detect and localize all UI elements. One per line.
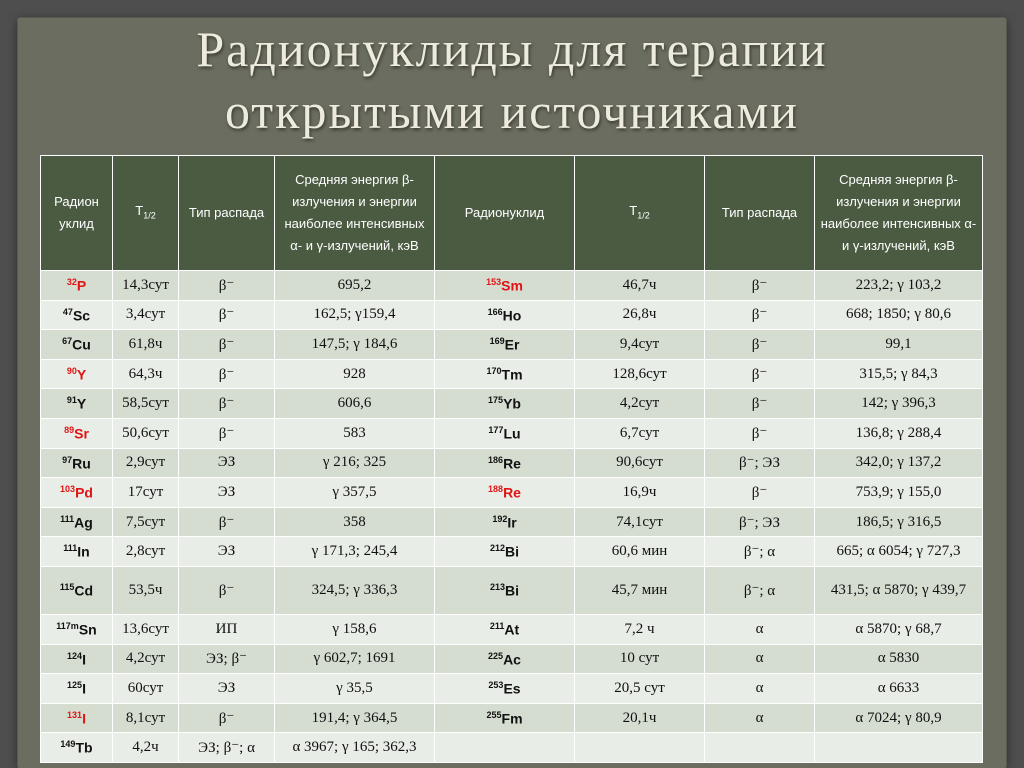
mass-number: 32 bbox=[66, 276, 77, 287]
mass-number: 97 bbox=[62, 454, 73, 465]
energy-cell-2: 668; 1850; γ 80,6 bbox=[815, 300, 983, 330]
mass-number: 131 bbox=[67, 709, 83, 720]
nuclide-cell-2 bbox=[435, 537, 575, 567]
element-symbol: Fm bbox=[501, 710, 523, 727]
mass-number: 255 bbox=[486, 709, 502, 720]
decay-type-cell-2: α bbox=[705, 614, 815, 644]
nuclide-cell bbox=[41, 271, 113, 301]
energy-cell-2: 223,2; γ 103,2 bbox=[815, 271, 983, 301]
nuclide-cell-2 bbox=[435, 389, 575, 419]
half-life-cell: 2,8сут bbox=[113, 537, 179, 567]
mass-number: 149 bbox=[60, 739, 76, 750]
header-energy: Средняя энергия β-излучения и энергии наиболее интенсивных α- и γ-излучений, кэВ bbox=[275, 156, 435, 271]
mass-number: 225 bbox=[488, 650, 504, 661]
decay-type-cell: β⁻ bbox=[179, 389, 275, 419]
mass-number: 213 bbox=[489, 582, 506, 593]
energy-cell: 147,5; γ 184,6 bbox=[275, 330, 435, 360]
energy-cell: 583 bbox=[275, 418, 435, 448]
nuclide-cell bbox=[41, 644, 113, 674]
radionuclide-table bbox=[40, 155, 983, 763]
energy-cell-2: α 5830 bbox=[815, 644, 983, 674]
half-life-cell-2: 128,6сут bbox=[575, 359, 705, 389]
element-symbol: At bbox=[504, 621, 520, 638]
element-symbol: Bi bbox=[505, 543, 520, 560]
decay-type-cell-2: β⁻ bbox=[705, 478, 815, 508]
half-life-cell: 61,8ч bbox=[113, 330, 179, 360]
table-row bbox=[41, 478, 983, 508]
element-symbol: Y bbox=[76, 396, 87, 412]
half-life-cell-2: 90,6сут bbox=[575, 448, 705, 478]
mass-number: 67 bbox=[62, 336, 73, 347]
decay-type-cell-2: β⁻ bbox=[705, 271, 815, 301]
nuclide-cell-2 bbox=[435, 478, 575, 508]
half-life-cell-2 bbox=[575, 733, 705, 763]
nuclide-cell-2 bbox=[435, 507, 575, 537]
nuclide-cell bbox=[41, 330, 113, 360]
header-decay-type-2: Тип распада bbox=[705, 156, 815, 271]
mass-number: 125 bbox=[67, 680, 83, 691]
half-life-cell-2: 60,6 мин bbox=[575, 537, 705, 567]
table-row bbox=[41, 614, 983, 644]
table-row bbox=[41, 507, 983, 537]
mass-number: 192 bbox=[492, 513, 508, 524]
mass-number: 124 bbox=[67, 650, 83, 661]
mass-number: 91 bbox=[66, 395, 77, 406]
table-row bbox=[41, 389, 983, 419]
half-life-cell-2: 74,1сут bbox=[575, 507, 705, 537]
table-row bbox=[41, 644, 983, 674]
mass-number: 253 bbox=[488, 680, 504, 691]
decay-type-cell: ЭЗ; β⁻; α bbox=[179, 733, 275, 763]
half-life-cell-2: 46,7ч bbox=[575, 271, 705, 301]
energy-cell: 162,5; γ159,4 bbox=[275, 300, 435, 330]
decay-type-cell: ИП bbox=[179, 614, 275, 644]
energy-cell: 695,2 bbox=[275, 271, 435, 301]
half-life-cell: 13,6сут bbox=[113, 614, 179, 644]
nuclide-cell bbox=[41, 478, 113, 508]
element-symbol: Bi bbox=[505, 582, 520, 599]
decay-type-cell: β⁻ bbox=[179, 271, 275, 301]
decay-type-cell: β⁻ bbox=[179, 703, 275, 733]
mass-number: 175 bbox=[488, 395, 504, 406]
decay-type-cell: ЭЗ bbox=[179, 674, 275, 704]
energy-cell: γ 158,6 bbox=[275, 614, 435, 644]
decay-type-cell: β⁻ bbox=[179, 330, 275, 360]
element-symbol: Ag bbox=[74, 514, 93, 531]
mass-number: 166 bbox=[487, 306, 503, 317]
nuclide-cell-2 bbox=[435, 271, 575, 301]
element-symbol: Sr bbox=[74, 425, 89, 442]
energy-cell-2: 665; α 6054; γ 727,3 bbox=[815, 537, 983, 567]
mass-number: 117m bbox=[56, 620, 79, 631]
mass-number: 111 bbox=[63, 543, 78, 554]
nuclide-cell-2 bbox=[435, 300, 575, 330]
nuclide-cell bbox=[41, 537, 113, 567]
mass-number: 212 bbox=[489, 543, 506, 554]
mass-number: 177 bbox=[488, 424, 504, 435]
mass-number: 103 bbox=[60, 484, 76, 495]
element-symbol: Lu bbox=[503, 425, 521, 442]
element-symbol: P bbox=[76, 277, 87, 294]
half-life-cell-2: 26,8ч bbox=[575, 300, 705, 330]
element-symbol: Pd bbox=[75, 484, 93, 501]
half-life-cell: 3,4сут bbox=[113, 300, 179, 330]
energy-cell: γ 602,7; 1691 bbox=[275, 644, 435, 674]
title-line-2: открытыми источниками bbox=[224, 83, 800, 139]
mass-number: 90 bbox=[66, 365, 77, 376]
nuclide-cell-2 bbox=[435, 330, 575, 360]
half-life-cell: 58,5сут bbox=[113, 389, 179, 419]
decay-type-cell-2: α bbox=[705, 703, 815, 733]
energy-cell-2: 142; γ 396,3 bbox=[815, 389, 983, 419]
nuclide-cell bbox=[41, 389, 113, 419]
element-symbol: Ru bbox=[72, 455, 91, 472]
element-symbol: In bbox=[77, 543, 90, 560]
element-symbol: Ac bbox=[503, 651, 521, 668]
nuclide-cell bbox=[41, 733, 113, 763]
header-decay-type: Тип распада bbox=[179, 156, 275, 271]
energy-cell-2: α 6633 bbox=[815, 674, 983, 704]
mass-number: 89 bbox=[64, 424, 75, 435]
half-life-cell: 60сут bbox=[113, 674, 179, 704]
energy-cell-2: 342,0; γ 137,2 bbox=[815, 448, 983, 478]
table-row bbox=[41, 359, 983, 389]
decay-type-cell: ЭЗ bbox=[179, 537, 275, 567]
half-life-cell-2: 16,9ч bbox=[575, 478, 705, 508]
half-life-cell-2: 45,7 мин bbox=[575, 566, 705, 614]
nuclide-cell bbox=[41, 566, 113, 614]
energy-cell-2: 99,1 bbox=[815, 330, 983, 360]
element-symbol: Tb bbox=[75, 739, 93, 756]
half-life-cell: 8,1сут bbox=[113, 703, 179, 733]
element-symbol: Er bbox=[504, 336, 520, 353]
table-row bbox=[41, 418, 983, 448]
energy-cell: 358 bbox=[275, 507, 435, 537]
mass-number: 170 bbox=[486, 365, 502, 376]
half-life-cell: 53,5ч bbox=[113, 566, 179, 614]
nuclide-cell bbox=[41, 507, 113, 537]
mass-number: 186 bbox=[488, 454, 504, 465]
element-symbol: Sm bbox=[501, 277, 523, 294]
nuclide-cell bbox=[41, 674, 113, 704]
energy-cell-2: 136,8; γ 288,4 bbox=[815, 418, 983, 448]
mass-number: 188 bbox=[488, 484, 504, 495]
element-symbol: Yb bbox=[503, 396, 521, 412]
table-header-row bbox=[41, 156, 983, 271]
decay-type-cell-2: α bbox=[705, 674, 815, 704]
energy-cell: γ 357,5 bbox=[275, 478, 435, 508]
nuclide-cell-2 bbox=[435, 448, 575, 478]
element-symbol: I bbox=[82, 680, 86, 697]
element-symbol: Re bbox=[503, 455, 521, 472]
half-life-cell: 17сут bbox=[113, 478, 179, 508]
nuclide-cell bbox=[41, 703, 113, 733]
element-symbol: Cd bbox=[74, 582, 94, 599]
element-symbol: Sn bbox=[78, 621, 97, 638]
half-life-cell: 4,2сут bbox=[113, 644, 179, 674]
half-life-cell-2: 7,2 ч bbox=[575, 614, 705, 644]
table-row bbox=[41, 300, 983, 330]
decay-type-cell-2: β⁻ bbox=[705, 300, 815, 330]
decay-type-cell-2: α bbox=[705, 644, 815, 674]
half-life-cell: 2,9сут bbox=[113, 448, 179, 478]
title-line-1: Радионуклиды для терапии bbox=[196, 21, 828, 77]
element-symbol: Y bbox=[76, 366, 87, 383]
half-life-cell: 4,2ч bbox=[113, 733, 179, 763]
energy-cell-2: 315,5; γ 84,3 bbox=[815, 359, 983, 389]
half-life-cell-2: 9,4сут bbox=[575, 330, 705, 360]
half-life-cell-2: 10 сут bbox=[575, 644, 705, 674]
energy-cell-2: 186,5; γ 316,5 bbox=[815, 507, 983, 537]
table-row bbox=[41, 674, 983, 704]
table-row bbox=[41, 330, 983, 360]
energy-cell-2: 431,5; α 5870; γ 439,7 bbox=[815, 566, 983, 614]
element-symbol: Sc bbox=[72, 307, 91, 324]
nuclide-cell-2 bbox=[435, 418, 575, 448]
slide-title bbox=[0, 18, 1024, 142]
energy-cell: γ 35,5 bbox=[275, 674, 435, 704]
header-half-life-2: $T_{1/2}$ bbox=[575, 156, 705, 271]
mass-number: 169 bbox=[489, 336, 505, 347]
energy-cell: γ 216; 325 bbox=[275, 448, 435, 478]
energy-cell: 606,6 bbox=[275, 389, 435, 419]
element-symbol: Re bbox=[503, 484, 521, 501]
nuclide-cell bbox=[41, 300, 113, 330]
element-symbol: Tm bbox=[501, 366, 523, 383]
nuclide-cell-2 bbox=[435, 733, 575, 763]
energy-cell: α 3967; γ 165; 362,3 bbox=[275, 733, 435, 763]
element-symbol: I bbox=[82, 651, 86, 668]
nuclide-cell-2 bbox=[435, 566, 575, 614]
mass-number: 211 bbox=[489, 620, 505, 631]
table-row bbox=[41, 733, 983, 763]
nuclide-cell-2 bbox=[435, 359, 575, 389]
decay-type-cell: ЭЗ bbox=[179, 478, 275, 508]
mass-number: 115 bbox=[59, 582, 75, 593]
decay-type-cell: β⁻ bbox=[179, 507, 275, 537]
energy-cell-2: 753,9; γ 155,0 bbox=[815, 478, 983, 508]
header-half-life: $T_{1/2}$ bbox=[113, 156, 179, 271]
energy-cell-2: α 7024; γ 80,9 bbox=[815, 703, 983, 733]
table-row bbox=[41, 537, 983, 567]
decay-type-cell: ЭЗ; β⁻ bbox=[179, 644, 275, 674]
nuclide-cell bbox=[41, 359, 113, 389]
header-nuclide-2: Радионуклид bbox=[435, 156, 575, 271]
element-symbol: Ho bbox=[502, 307, 522, 324]
header-energy-2: Средняя энергия β-излучения и энергии наиболее интенсивных α- и γ-излучений, кэВ bbox=[815, 156, 983, 271]
energy-cell: γ 171,3; 245,4 bbox=[275, 537, 435, 567]
nuclide-cell-2 bbox=[435, 674, 575, 704]
energy-cell: 324,5; γ 336,3 bbox=[275, 566, 435, 614]
decay-type-cell-2: β⁻ bbox=[705, 418, 815, 448]
decay-type-cell: β⁻ bbox=[179, 418, 275, 448]
decay-type-cell-2: β⁻ bbox=[705, 359, 815, 389]
element-symbol: Ir bbox=[507, 514, 517, 531]
decay-type-cell: β⁻ bbox=[179, 566, 275, 614]
table-row bbox=[41, 566, 983, 614]
nuclide-cell-2 bbox=[435, 644, 575, 674]
half-life-cell-2: 4,2сут bbox=[575, 389, 705, 419]
decay-type-cell-2: β⁻; α bbox=[705, 537, 815, 567]
element-symbol: I bbox=[82, 710, 86, 727]
element-symbol: Cu bbox=[72, 336, 91, 353]
half-life-cell: 14,3сут bbox=[113, 271, 179, 301]
mass-number: 153 bbox=[486, 276, 502, 287]
header-nuclide: Радион уклид bbox=[41, 156, 113, 271]
table-row bbox=[41, 271, 983, 301]
nuclide-cell-2 bbox=[435, 703, 575, 733]
nuclide-cell bbox=[41, 418, 113, 448]
half-life-cell-2: 6,7сут bbox=[575, 418, 705, 448]
decay-type-cell-2: β⁻ bbox=[705, 330, 815, 360]
decay-type-cell: β⁻ bbox=[179, 300, 275, 330]
decay-type-cell-2: β⁻; ЭЗ bbox=[705, 507, 815, 537]
half-life-cell-2: 20,1ч bbox=[575, 703, 705, 733]
nuclide-cell bbox=[41, 614, 113, 644]
table-row bbox=[41, 703, 983, 733]
energy-cell-2 bbox=[815, 733, 983, 763]
nuclide-cell bbox=[41, 448, 113, 478]
mass-number: 111 bbox=[60, 513, 75, 524]
element-symbol: Es bbox=[503, 680, 521, 697]
decay-type-cell-2 bbox=[705, 733, 815, 763]
nuclide-cell-2 bbox=[435, 614, 575, 644]
half-life-cell: 50,6сут bbox=[113, 418, 179, 448]
table-row bbox=[41, 448, 983, 478]
half-life-cell-2: 20,5 сут bbox=[575, 674, 705, 704]
energy-cell: 928 bbox=[275, 359, 435, 389]
energy-cell-2: α 5870; γ 68,7 bbox=[815, 614, 983, 644]
energy-cell: 191,4; γ 364,5 bbox=[275, 703, 435, 733]
decay-type-cell-2: β⁻; α bbox=[705, 566, 815, 614]
decay-type-cell-2: β⁻ bbox=[705, 389, 815, 419]
decay-type-cell: ЭЗ bbox=[179, 448, 275, 478]
half-life-cell: 7,5сут bbox=[113, 507, 179, 537]
half-life-cell: 64,3ч bbox=[113, 359, 179, 389]
decay-type-cell-2: β⁻; ЭЗ bbox=[705, 448, 815, 478]
decay-type-cell: β⁻ bbox=[179, 359, 275, 389]
mass-number: 47 bbox=[62, 306, 73, 317]
